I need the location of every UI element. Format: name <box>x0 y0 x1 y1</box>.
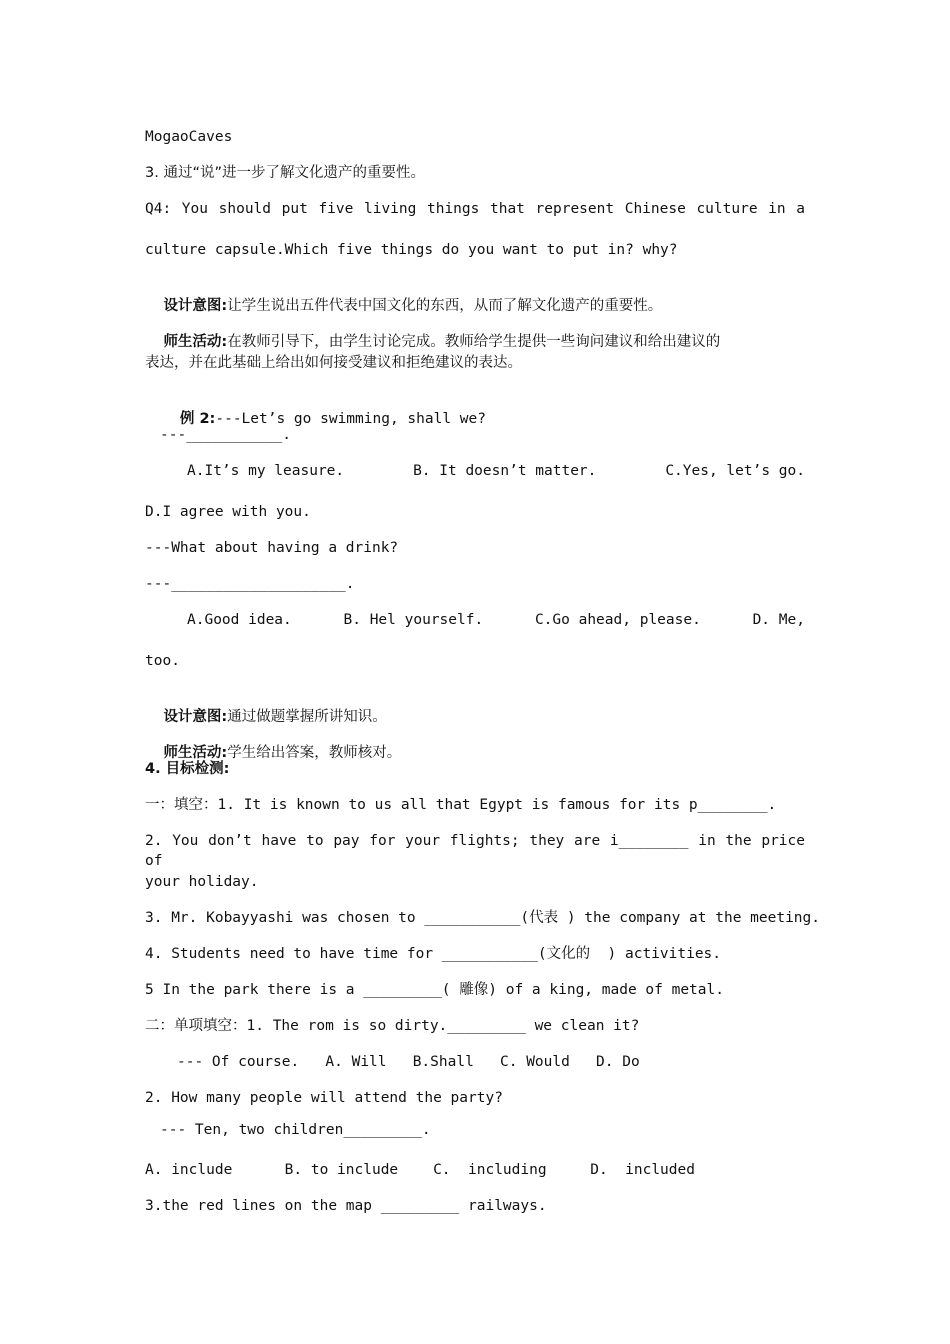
activity-text: 学生给出答案，教师核对。 <box>227 745 402 761</box>
fill-question-1: 一：填空：1. It is known to us all that Egypt is famous for its p________. <box>145 797 777 813</box>
example-3-blank: ---____________________. <box>145 576 355 592</box>
example-3-cont: too. <box>145 653 180 669</box>
mc-question-3: 3.the red lines on the map _________ railways. <box>145 1198 547 1214</box>
option-c: C.Go ahead, please. <box>534 612 701 628</box>
mc-question-2-answer: --- Ten, two children_________. <box>160 1122 431 1138</box>
option-a: A.It’s my leasure. <box>187 463 345 479</box>
text-line: 3. 通过“说”进一步了解文化遗产的重要性。 <box>145 165 425 181</box>
example-question: ---Let’s go swimming, shall we? <box>215 411 486 427</box>
mc-question-2-options: A. include B. to include C. including D. included <box>145 1162 695 1178</box>
design-label: 设计意图: <box>163 298 228 314</box>
fill-question-2-cont: your holiday. <box>145 874 259 890</box>
mc-question-1: 二：单项填空：1. The rom is so dirty._________ we clean it? <box>145 1018 640 1034</box>
design-label: 设计意图: <box>163 709 228 725</box>
activity-1-cont: 表达，并在此基础上给出如何接受建议和拒绝建议的表达。 <box>145 355 522 371</box>
option-b: B. Hel yourself. <box>343 612 484 628</box>
option-b: B. It doesn’t matter. <box>413 463 597 479</box>
text-line: MogaoCaves <box>145 129 233 145</box>
example-3-question: ---What about having a drink? <box>145 540 399 556</box>
example-2-options <box>187 461 805 481</box>
option-c: C.Yes, let’s go. <box>665 463 805 479</box>
design-text: 通过做题掌握所讲知识。 <box>227 709 387 725</box>
example-2-option-d: D.I agree with you. <box>145 504 311 520</box>
activity-label: 师生活动: <box>163 334 228 350</box>
mc-question-2: 2. How many people will attend the party? <box>145 1090 503 1106</box>
section-4-heading: 4. 目标检测: <box>145 761 230 777</box>
fill-question-4: 4. Students need to have time for ___________(文化的 ) activities. <box>145 946 722 962</box>
question-q4-cont: culture capsule.Which five things do you want to put in? why? <box>145 242 678 258</box>
activity-label: 师生活动: <box>163 745 228 761</box>
fill-question-5: 5 In the park there is a _________( 雕像) of a king, made of metal. <box>145 982 724 998</box>
mc-question-1-options: --- Of course. A. Will B.Shall C. Would D. Do <box>177 1054 640 1070</box>
question-q4: Q4: You should put five living things that represent Chinese culture in a <box>145 201 805 217</box>
fill-question-2: 2. You don’t have to pay for your flights; they are i________ in the price of <box>145 833 805 869</box>
example-3-options <box>187 610 805 630</box>
example-2-blank: ---___________. <box>160 427 291 443</box>
fill-question-3: 3. Mr. Kobayyashi was chosen to ___________(代表 ) the company at the meeting. <box>145 910 821 926</box>
design-text: 让学生说出五件代表中国文化的东西，从而了解文化遗产的重要性。 <box>227 298 663 314</box>
option-d: D. Me, <box>752 612 805 628</box>
activity-text: 在教师引导下，由学生讨论完成。教师给学生提供一些询问建议和给出建议的 <box>227 334 721 350</box>
example-label: 例 2: <box>179 411 216 427</box>
option-a: A.Good idea. <box>187 612 292 628</box>
